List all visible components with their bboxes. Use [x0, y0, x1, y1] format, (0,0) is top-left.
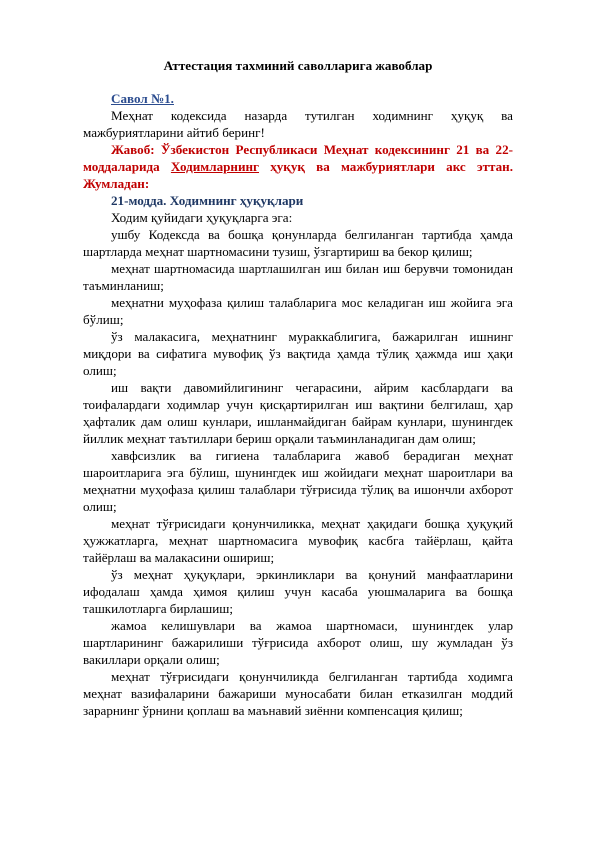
- right-item: хавфсизлик ва гигиена талабларига жавоб берадиган меҳнат шароитларига эга бўлиш, шунингдек иш жойидаги меҳнат шароитлари ва меҳнатни муҳофаза қилиш талаблари тўғрисида тўлиқ ва ишончли ахборот олиш;: [83, 448, 513, 514]
- question-label-paragraph: [83, 90, 513, 107]
- article-heading: 21-модда. Ходимнинг ҳуқуқлари: [111, 193, 304, 208]
- right-item: меҳнат шартномасида шартлашилган иш билан иш берувчи томонидан таъминланиш;: [83, 261, 513, 293]
- right-item: меҳнат тўғрисидаги қонунчиликда белгиланган тартибда ходимга меҳнат вазифаларини бажариши муносабати билан етказилган моддий зарарнинг ўрнини қоплаш ва маънавий зиённи компенсация қилиш;: [83, 669, 513, 718]
- right-item: жамоа келишувлари ва жамоа шартномаси, шунингдек улар шартларининг бажарилиши тўғрисида ахборот олиш, шу жумладан ўз вакиллари орқали олиш;: [83, 618, 513, 667]
- answer-paragraph: [83, 141, 513, 192]
- right-item: ушбу Кодексда ва бошқа қонунларда белгиланган тартибда ҳамда шартларда меҳнат шартномасини тузиш, ўзгартириш ва бекор қилиш;: [83, 227, 513, 259]
- right-item: ўз меҳнат ҳуқуқлари, эркинликлари ва қонуний манфаатларини ифодалаш ҳамда ҳимоя қилиш учун касаба уюшмаларига ва бошқа ташкилотларга бирлашиш;: [83, 567, 513, 616]
- right-item: меҳнат тўғрисидаги қонунчиликка, меҳнат ҳақидаги бошқа ҳуқуқий ҳужжатларга, меҳнат шартномасига мувофиқ касбга тайёрлаш, қайта тайёрлаш ва малакасини ошириш;: [83, 516, 513, 565]
- right-item: иш вақти давомийлигининг чегарасини, айрим касблардаги ва тоифалардаги ходимлар учун қисқартирилган иш вақтини белгилаш, ҳар ҳафталик дам олиш кунлари, ишланмайдиган байрам кунлари, шунингдек йиллик меҳнат таътиллари бериш орқали таъминланадиган дам олиш;: [83, 380, 513, 446]
- answer-part1: Жавоб: Ўзбекистон Республикаси Меҳнат кодексининг 21 ва 22-моддаларида: [83, 142, 513, 174]
- question-label: Савол №1.: [111, 91, 174, 106]
- right-item: меҳнатни муҳофаза қилиш талабларига мос келадиган иш жойига эга бўлиш;: [83, 295, 513, 327]
- document-title: Аттестация тахминий саволларига жавоблар: [163, 58, 433, 73]
- rights-intro: Ходим қуйидаги ҳуқуқларга эга:: [111, 210, 293, 225]
- answer-underlined-word: Ходимларнинг: [170, 159, 259, 174]
- right-item: ўз малакасига, меҳнатнинг мураккаблигига, бажарилган ишнинг миқдори ва сифатига мувофиқ ўз вақтида ҳамда тўлиқ ҳажмда иш ҳақи олиш;: [83, 329, 513, 378]
- question-text: Меҳнат кодексида назарда тутилган ходимнинг ҳуқуқ ва мажбуриятларини айтиб беринг!: [83, 108, 513, 140]
- answer-part2: ҳуқуқ ва мажбуриятлари акс эттан. Жумладан:: [83, 159, 513, 191]
